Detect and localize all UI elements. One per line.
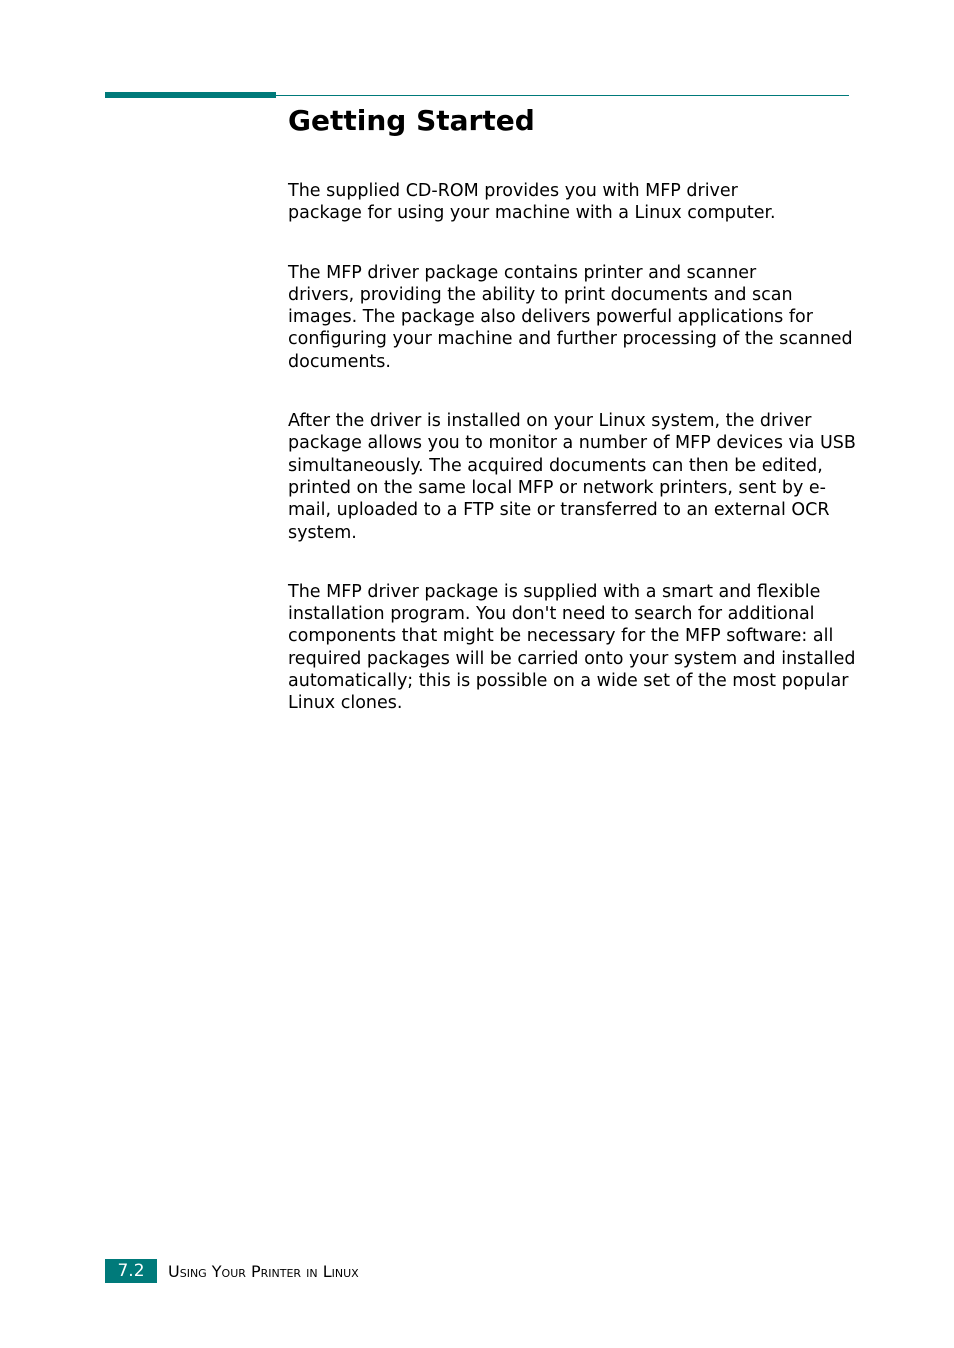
paragraph-line: required packages will be carried onto your system and installed	[288, 648, 856, 669]
header-rule-thin	[276, 95, 849, 96]
header-rule-thick	[105, 92, 276, 98]
paragraph-line: installation program. You don't need to search for additional	[288, 604, 815, 625]
paragraph-line: The supplied CD-ROM provides you with MFP driver	[288, 181, 738, 201]
paragraph-1	[288, 180, 853, 225]
paragraph-line: After the driver is installed on your Linux system, the driver	[288, 411, 812, 432]
paragraph-line: system.	[288, 522, 357, 543]
paragraph-line: mail, uploaded to a FTP site or transferred to an external OCR	[288, 500, 830, 521]
paragraph-line: images. The package also delivers powerful applications for	[288, 307, 813, 328]
footer-section-title: Using Your Printer in Linux	[168, 1262, 359, 1281]
paragraph-line: simultaneously. The acquired documents can then be edited,	[288, 455, 823, 476]
paragraph-line: configuring your machine and further processing of the scanned	[288, 329, 853, 350]
paragraph-4	[288, 581, 856, 715]
page-title: Getting Started	[288, 104, 535, 137]
paragraph-line: automatically; this is possible on a wide set of the most popular	[288, 671, 849, 692]
page-number-badge: 7.2	[105, 1259, 157, 1283]
paragraph-line: printed on the same local MFP or network printers, sent by e-	[288, 477, 826, 498]
paragraph-line: drivers, providing the ability to print documents and scan	[288, 284, 793, 305]
paragraph-3	[288, 410, 856, 544]
paragraph-line: components that might be necessary for the MFP software: all	[288, 626, 834, 647]
body-text	[288, 180, 856, 752]
paragraph-line: Linux clones.	[288, 693, 403, 714]
page-footer	[105, 1259, 359, 1283]
paragraph-line: The MFP driver package is supplied with a smart and flexible	[288, 581, 821, 602]
paragraph-line: documents.	[288, 351, 391, 372]
paragraph-line: package allows you to monitor a number of MFP devices via USB	[288, 433, 856, 454]
paragraph-line: The MFP driver package contains printer and scanner	[288, 262, 757, 283]
paragraph-line: package for using your machine with a Linux computer.	[288, 203, 776, 224]
paragraph-2	[288, 262, 853, 373]
